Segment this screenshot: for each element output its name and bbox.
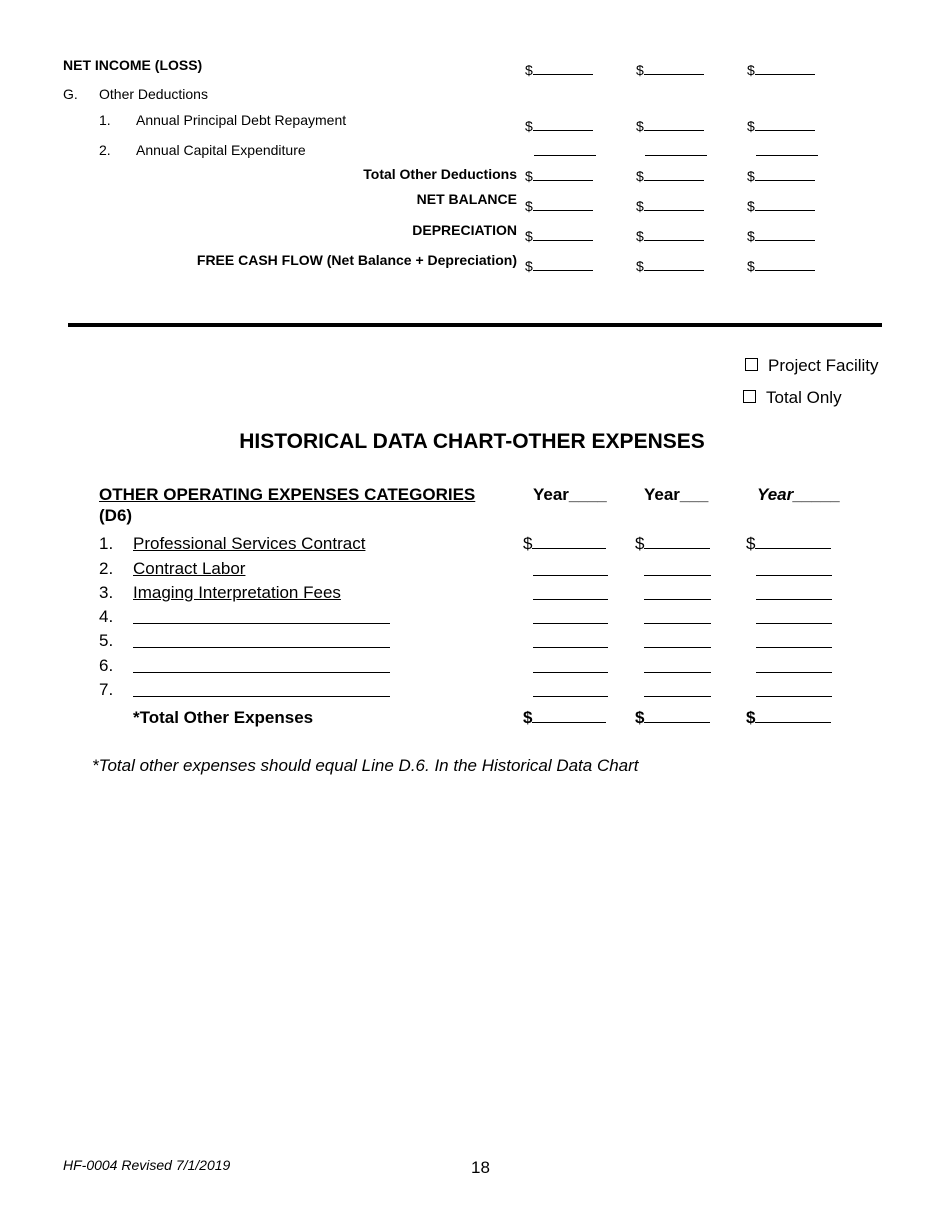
footnote: *Total other expenses should equal Line D.6. In the Historical Data Chart	[92, 756, 639, 775]
total-other-deductions-label: Total Other Deductions	[363, 166, 517, 182]
row-number: 7.	[99, 680, 114, 699]
item-number: 2.	[99, 142, 111, 158]
row-label-blank[interactable]	[133, 658, 390, 673]
row-label-imaging-fees: Imaging Interpretation Fees	[133, 583, 341, 602]
total-only-option[interactable]: Total Only	[743, 388, 842, 408]
row-number: 4.	[99, 607, 114, 626]
net-balance-label: NET BALANCE	[416, 191, 517, 207]
form-id: HF-0004 Revised 7/1/2019	[63, 1157, 231, 1173]
free-cash-flow-label: FREE CASH FLOW (Net Balance + Depreciation)	[196, 252, 517, 268]
year-header-1: Year____	[533, 485, 607, 504]
row-number: 5.	[99, 631, 114, 650]
row-label-blank[interactable]	[133, 609, 390, 624]
project-facility-option[interactable]: Project Facility	[745, 356, 879, 376]
depreciation-label: DEPRECIATION	[412, 222, 517, 238]
checkbox-icon[interactable]	[745, 358, 758, 371]
row-number: 6.	[99, 656, 114, 675]
row-label-blank[interactable]	[133, 682, 390, 697]
row-label-blank[interactable]	[133, 633, 390, 648]
category-code: (D6)	[99, 506, 133, 525]
item-capital-expenditure-label: Annual Capital Expenditure	[136, 142, 306, 158]
section-g-letter: G.	[63, 86, 78, 102]
row-label-contract-labor: Contract Labor	[133, 559, 246, 578]
section-divider	[68, 323, 882, 327]
total-other-expenses-label: *Total Other Expenses	[133, 708, 314, 727]
year-header-2: Year___	[644, 485, 709, 504]
row-label-professional-services: Professional Services Contract	[133, 534, 366, 553]
item-debt-repayment-label: Annual Principal Debt Repayment	[136, 112, 347, 128]
chart-title: HISTORICAL DATA CHART-OTHER EXPENSES	[239, 430, 705, 453]
page-number: 18	[471, 1158, 490, 1177]
row-number: 1.	[99, 534, 114, 553]
row-number: 3.	[99, 583, 114, 602]
checkbox-icon[interactable]	[743, 390, 756, 403]
section-g-label: Other Deductions	[99, 86, 208, 102]
row-number: 2.	[99, 559, 114, 578]
category-header: OTHER OPERATING EXPENSES CATEGORIES	[99, 485, 476, 504]
net-income-label: NET INCOME (LOSS)	[63, 57, 203, 73]
item-number: 1.	[99, 112, 111, 128]
year-header-3: Year_____	[757, 485, 841, 504]
